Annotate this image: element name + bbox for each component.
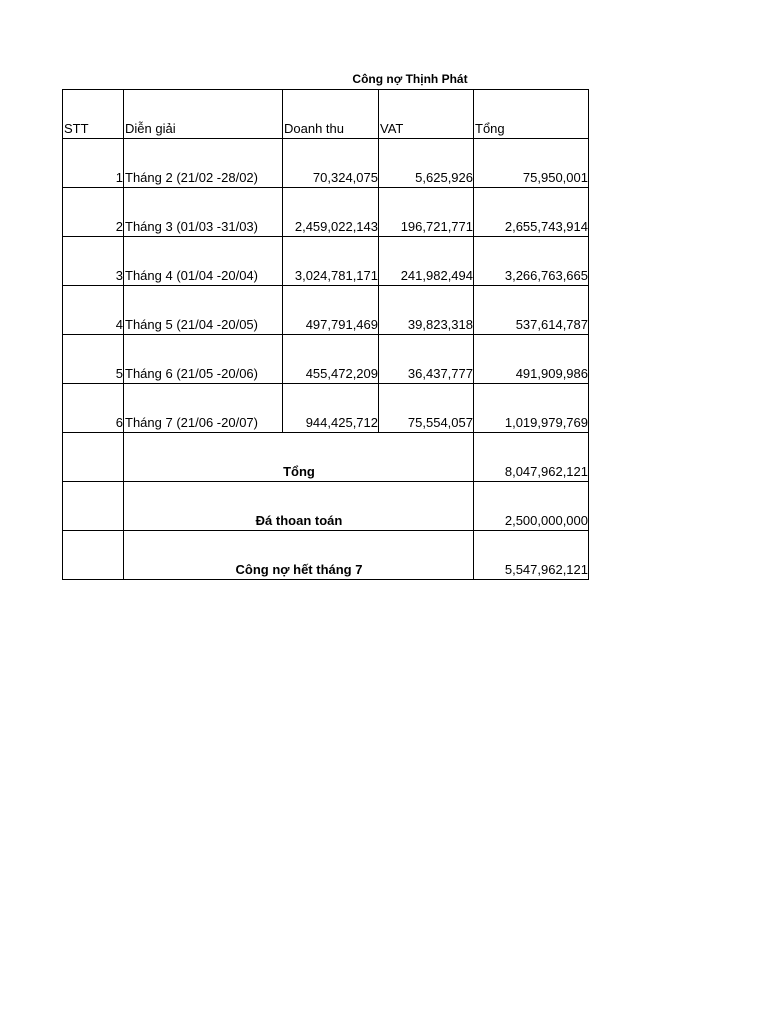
row-description: Tháng 7 (21/06 -20/07): [124, 384, 283, 433]
summary-empty-cell: [63, 482, 124, 531]
row-description: Tháng 4 (01/04 -20/04): [124, 237, 283, 286]
row-vat: 36,437,777: [379, 335, 474, 384]
table-row: [63, 335, 589, 384]
row-vat: 241,982,494: [379, 237, 474, 286]
summary-row-paid: [63, 482, 589, 531]
row-stt: 3: [63, 237, 124, 286]
debt-table: [62, 89, 589, 580]
summary-label: Công nợ hết tháng 7: [124, 531, 474, 580]
header-stt: STT: [63, 90, 124, 139]
row-stt: 2: [63, 188, 124, 237]
row-revenue: 497,791,469: [283, 286, 379, 335]
row-stt: 4: [63, 286, 124, 335]
row-total: 1,019,979,769: [474, 384, 589, 433]
summary-row-balance: [63, 531, 589, 580]
header-vat: VAT: [379, 90, 474, 139]
row-total: 2,655,743,914: [474, 188, 589, 237]
summary-label: Đá thoan toán: [124, 482, 474, 531]
row-stt: 5: [63, 335, 124, 384]
summary-value: 8,047,962,121: [474, 433, 589, 482]
row-vat: 5,625,926: [379, 139, 474, 188]
row-stt: 1: [63, 139, 124, 188]
row-description: Tháng 6 (21/05 -20/06): [124, 335, 283, 384]
row-vat: 196,721,771: [379, 188, 474, 237]
table-row: [63, 237, 589, 286]
row-revenue: 3,024,781,171: [283, 237, 379, 286]
row-revenue: 944,425,712: [283, 384, 379, 433]
summary-row-total: [63, 433, 589, 482]
row-stt: 6: [63, 384, 124, 433]
header-total: Tổng: [474, 90, 589, 139]
table-row: [63, 188, 589, 237]
sheet-title: Công nợ Thịnh Phát: [352, 72, 468, 86]
summary-value: 2,500,000,000: [474, 482, 589, 531]
row-revenue: 70,324,075: [283, 139, 379, 188]
row-total: 537,614,787: [474, 286, 589, 335]
row-revenue: 2,459,022,143: [283, 188, 379, 237]
summary-empty-cell: [63, 531, 124, 580]
row-total: 491,909,986: [474, 335, 589, 384]
row-description: Tháng 3 (01/03 -31/03): [124, 188, 283, 237]
row-description: Tháng 5 (21/04 -20/05): [124, 286, 283, 335]
header-revenue: Doanh thu: [283, 90, 379, 139]
row-vat: 39,823,318: [379, 286, 474, 335]
header-row: [63, 90, 589, 139]
row-description: Tháng 2 (21/02 -28/02): [124, 139, 283, 188]
summary-empty-cell: [63, 433, 124, 482]
table-row: [63, 139, 589, 188]
summary-value: 5,547,962,121: [474, 531, 589, 580]
header-description: Diễn giải: [124, 90, 283, 139]
row-revenue: 455,472,209: [283, 335, 379, 384]
row-total: 75,950,001: [474, 139, 589, 188]
table-row: [63, 384, 589, 433]
summary-label: Tổng: [124, 433, 474, 482]
row-vat: 75,554,057: [379, 384, 474, 433]
table-row: [63, 286, 589, 335]
row-total: 3,266,763,665: [474, 237, 589, 286]
